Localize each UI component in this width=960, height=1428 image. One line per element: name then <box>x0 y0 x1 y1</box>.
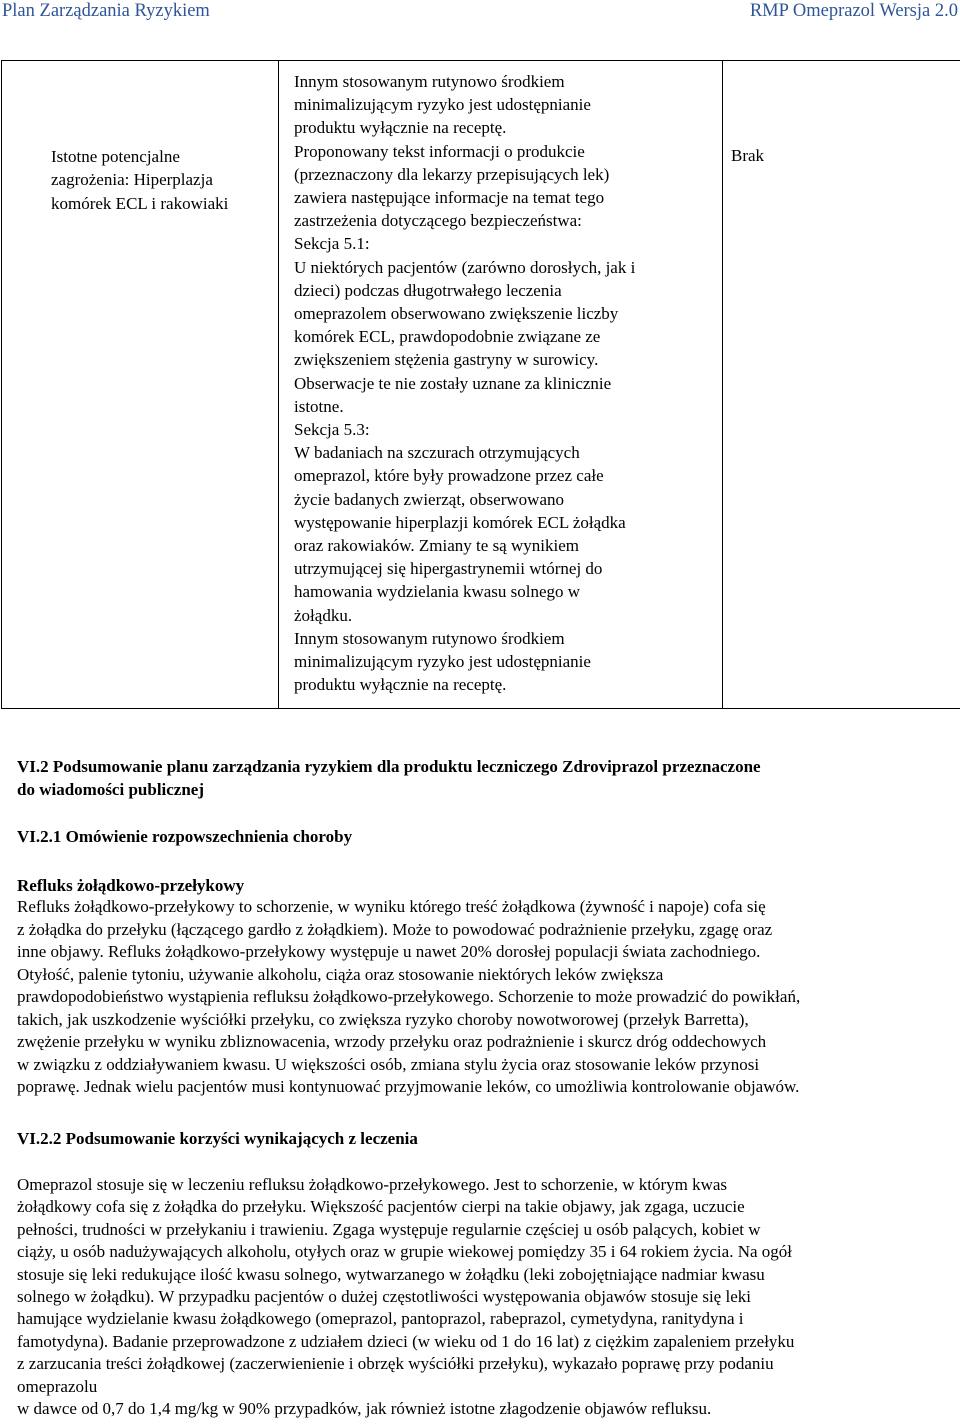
measure-line: istotne. <box>294 396 344 416</box>
risk-measures-cell <box>279 61 723 709</box>
additional-measures-cell <box>723 61 960 709</box>
measure-line: Proponowany tekst informacji o produkcie <box>294 141 585 161</box>
additional-measures-value: Brak <box>731 146 765 165</box>
measure-line: Innym stosowanym rutynowo środkiem <box>294 72 565 91</box>
measure-line: produktu wyłącznie na receptę. <box>294 118 507 138</box>
benefits-description <box>17 1174 945 1420</box>
section-vi2-title-line: VI.2 Podsumowanie planu zarządzania ryzykiem dla produktu leczniczego Zdroviprazol przeznaczone <box>17 757 761 776</box>
measure-line: życie badanych zwierząt, obserwowano <box>294 489 564 509</box>
paragraph-line: Refluks żołądkowo-przełykowy to schorzenie, w wyniku którego treść żołądkowa (żywność i napoje) cofa się <box>17 897 766 916</box>
risk-name-line: Istotne potencjalne <box>51 147 180 166</box>
paragraph-line: omeprazolu <box>17 1376 98 1396</box>
paragraph-line: inne objawy. Refluks żołądkowo-przełykowy występuje u nawet 20% dorosłej populacji świata zachodniego. <box>17 942 761 961</box>
paragraph-line: w dawce od 0,7 do 1,4 mg/kg w 90% przypadków, jak również istotne złagodzenie objawów refluksu. <box>17 1399 712 1419</box>
measure-line: (przeznaczony dla lekarzy przepisujących lek) <box>294 164 610 184</box>
paragraph-line: w związku z oddziaływaniem kwasu. U większości osób, zmiana stylu życia oraz stosowanie leków przynosi <box>17 1054 760 1074</box>
paragraph-line: żołądkowy cofa się z żołądka do przełyku. Większość pacjentów cierpi na takie objawy, jak zgaga, uczucie <box>17 1197 745 1217</box>
measure-line: Obserwacje te nie zostały uznane za klinicznie <box>294 373 612 393</box>
paragraph-line: Omeprazol stosuje się w leczeniu refluksu żołądkowo-przełykowego. Jest to schorzenie, w którym kwas <box>17 1175 728 1194</box>
measure-line: utrzymującej się hipergastrynemii wtórnej do <box>294 559 603 579</box>
risk-name-line: komórek ECL i rakowiaki <box>51 193 229 213</box>
measure-line: omeprazol, które były prowadzone przez całe <box>294 466 604 486</box>
paragraph-line: zwężenie przełyku w wyniku zbliznowacenia, wrzody przełyku oraz podrażnienie i skurcz dróg oddechowych <box>17 1032 767 1051</box>
measure-line: zastrzeżenia dotyczącego bezpieczeństwa: <box>294 211 582 231</box>
measure-line: dzieci) podczas długotrwałego leczenia <box>294 280 562 300</box>
paragraph-line: hamujące wydzielanie kwasu żołądkowego (omeprazol, pantoprazol, rabeprazol, cymetydyna, ranitydyna i <box>17 1309 744 1329</box>
paragraph-line: stosuje się leki redukujące ilość kwasu solnego, wytwarzanego w żołądku (leki zobojętniające nadmiar kwasu <box>17 1264 765 1284</box>
risk-name-cell <box>2 61 279 709</box>
condition-description <box>17 896 945 1099</box>
paragraph-line: pełności, trudności w przełykaniu i trawieniu. Zgaga występuje regularnie częściej u osób palących, kobiet w <box>17 1219 761 1239</box>
measure-line: minimalizującym ryzyko jest udostępnianie <box>294 95 591 115</box>
measure-line: W badaniach na szczurach otrzymujących <box>294 443 580 463</box>
paragraph-line: poprawę. Jednak wielu pacjentów musi kontynuować przyjmowanie leków, co umożliwia kontrolowanie objawów. <box>17 1077 800 1096</box>
measure-line: omeprazolem obserwowano zwiększenie liczby <box>294 304 619 324</box>
measure-line: zawiera następujące informacje na temat tego <box>294 188 605 208</box>
page-header <box>0 0 960 30</box>
paragraph-line: z żołądka do przełyku (łączącego gardło z żołądkiem). Może to powodować podrażnienie przełyku, zgagę oraz <box>17 919 773 939</box>
measure-line: hamowania wydzielania kwasu solnego w <box>294 582 581 602</box>
measure-line: Sekcja 5.3: <box>294 420 370 440</box>
paragraph-line: solnego w żołądku). W przypadku pacjentów o dużej częstotliwości występowania objawów stosuje się leki <box>17 1287 751 1307</box>
paragraph-line: famotydyna). Badanie przeprowadzone z udziałem dzieci (w wieku od 1 do 16 lat) z ciężkim zapaleniem przełyku <box>17 1331 795 1351</box>
header-document-version: RMP Omeprazol Wersja 2.0 <box>749 1 958 21</box>
paragraph-line: Otyłość, palenie tytoniu, używanie alkoholu, ciąża oraz stosowanie niektórych leków zwiększa <box>17 964 664 984</box>
measure-line: oraz rakowiaków. Zmiany te są wynikiem <box>294 536 579 556</box>
measure-line: U niektórych pacjentów (zarówno dorosłych, jak i <box>294 257 636 277</box>
condition-heading: Refluks żołądkowo-przełykowy <box>17 876 245 895</box>
measure-line: minimalizującym ryzyko jest udostępnianie <box>294 652 591 672</box>
section-vi2-title-line: do wiadomości publicznej <box>17 780 205 799</box>
section-vi22-heading: VI.2.2 Podsumowanie korzyści wynikających z leczenia <box>17 1129 418 1148</box>
measure-line: zwiększeniem stężenia gastryny w surowicy. <box>294 350 599 370</box>
measure-line: produktu wyłącznie na receptę. <box>294 675 507 695</box>
measure-line: występowanie hiperplazji komórek ECL żołądka <box>294 512 626 532</box>
risk-table-row <box>2 61 960 709</box>
paragraph-line: z zarzucania treści żołądkowej (zaczerwienienie i obrzęk wyściółki przełyku), wykazało poprawę przy podaniu <box>17 1354 774 1374</box>
paragraph-line: ciąży, u osób nadużywających alkoholu, otyłych oraz w grupie wiekowej pomiędzy 35 i 64 rokiem życia. Na ogół <box>17 1242 792 1262</box>
section-vi2-heading <box>17 755 945 801</box>
measure-line: żołądku. <box>294 605 353 625</box>
paragraph-line: prawdopodobieństwo wystąpienia refluksu żołądkowo-przełykowego. Schorzenie to może prowadzić do powikłań, <box>17 987 801 1006</box>
section-vi21-heading: VI.2.1 Omówienie rozpowszechnienia choroby <box>17 827 353 846</box>
measure-line: Innym stosowanym rutynowo środkiem <box>294 628 565 648</box>
measure-line: komórek ECL, prawdopodobnie związane ze <box>294 327 601 347</box>
risk-name-line: zagrożenia: Hiperplazja <box>51 170 213 190</box>
paragraph-line: takich, jak uszkodzenie wyściółki przełyku, co zwiększa ryzyko choroby nowotworowej (przełyk Barretta), <box>17 1009 749 1029</box>
risk-table <box>1 60 960 709</box>
measure-line: Sekcja 5.1: <box>294 234 370 254</box>
header-document-title: Plan Zarządzania Ryzykiem <box>2 1 210 21</box>
